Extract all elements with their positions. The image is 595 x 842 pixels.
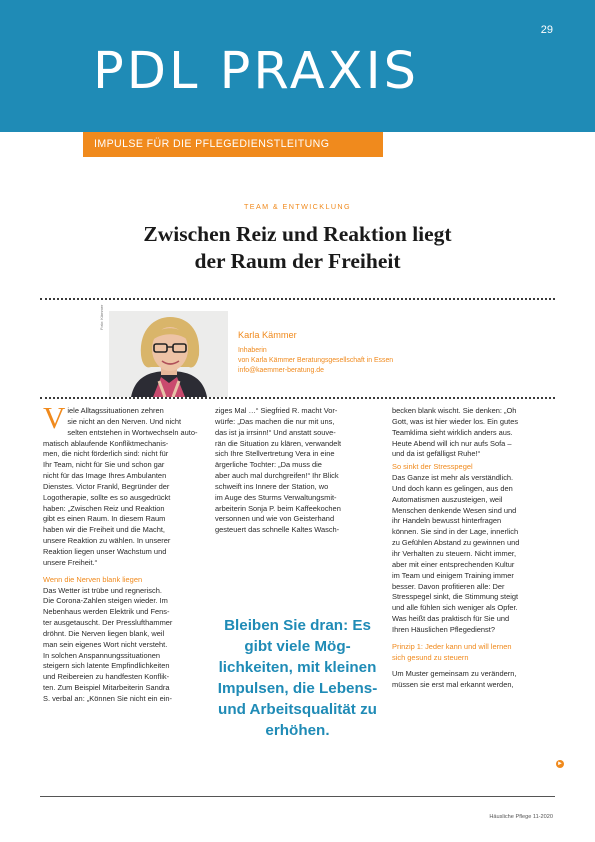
text-line: arbeiterin Sonja P. beim Kaffeekochen xyxy=(215,503,341,513)
text-line: iele Alltagssituationen zehren xyxy=(67,406,164,415)
text-line: und Reibereien zu handfesten Konflik- xyxy=(43,672,170,682)
text-line: ten. Zum Beispiel Mitarbeiterin Sandra xyxy=(43,683,170,693)
masthead-title: PDL PRAXIS xyxy=(93,42,420,101)
body-column-3 xyxy=(392,406,548,691)
photo-credit: Foto: Kämmer xyxy=(99,304,104,330)
drop-cap: V xyxy=(43,400,66,435)
body-column-1 xyxy=(43,400,199,705)
text-line: haben wir die Freiheit und die Macht, xyxy=(43,525,165,535)
author-email: info@kaemmer-beratung.de xyxy=(238,367,324,374)
text-line: und alle fühlen sich weniger als Opfer. xyxy=(392,603,518,613)
continue-arrow-icon: ► xyxy=(557,761,563,767)
footer-rule xyxy=(40,796,555,797)
text-line: aber mit einer entsprechenden Kultur xyxy=(392,559,515,569)
col1-intro xyxy=(43,400,199,569)
text-line: Menschen denkende Wesen sind und xyxy=(392,505,517,515)
text-line: im Team und einigem Training immer xyxy=(392,570,514,580)
text-line: Heute Abend will ich nur aufs Sofa – xyxy=(392,438,512,448)
text-line: rän die Situation zu klären, verwandelt xyxy=(215,438,342,448)
text-line: selten entstehen in Wortwechseln auto- xyxy=(67,427,198,437)
text-line: gibt es einen Raum. In diesem Raum xyxy=(43,514,166,524)
text-line: besser. Davon profitieren alle: Der xyxy=(392,581,505,591)
author-role: Inhaberin xyxy=(238,347,267,354)
text-line: Um Muster gemeinsam zu verändern, xyxy=(392,669,517,679)
col3-text xyxy=(392,473,548,636)
text-line: sich Ihre Stellvertretung Vera in eine xyxy=(215,449,335,459)
article-headline xyxy=(60,221,535,275)
author-info xyxy=(238,346,393,376)
text-line: Das Ganze ist mehr als verständlich. xyxy=(392,473,514,483)
author-name: Karla Kämmer xyxy=(238,330,297,340)
text-line: aber auch mal durchgreifen!“ Ihr Blick xyxy=(215,471,339,481)
col3-subhead-stresspegel: So sinkt der Stresspegel xyxy=(392,462,473,472)
text-line: In solchen Anspannungssituationen xyxy=(43,650,161,660)
text-line: S. verbal an: „Können Sie nicht ein ein- xyxy=(43,693,172,703)
text-line: Automatismen auszusteigen, weil xyxy=(392,494,503,504)
pull-quote: Bleiben Sie dran: Es gibt viele Mög-lichkeiten, mit kleinen Impulsen, die Lebens- und Arbeitsqualität zu erhöhen. xyxy=(217,617,378,739)
col2-text xyxy=(215,406,371,536)
text-line: Logotherapie, sollte es so ausgedrückt xyxy=(43,492,171,502)
text-line: im Auge des Sturms Verwaltungsmit- xyxy=(215,492,337,502)
text-line: Das Wetter ist trübe und regnerisch. xyxy=(43,585,162,595)
tagline: IMPULSE FÜR DIE PFLEGEDIENSTLEITUNG xyxy=(94,138,330,150)
text-line: Teamklima sieht wirklich anders aus. xyxy=(392,427,513,437)
text-line: zu Gefühlen Abstand zu gewinnen und xyxy=(392,538,520,548)
text-line: unsere Freiheit.“ xyxy=(43,557,98,567)
text-line: Stresspegel sinkt, die Stimmung steigt xyxy=(392,592,519,602)
col3-outro xyxy=(392,669,548,691)
text-line: ihr Verhalten zu steuern. Nicht immer, xyxy=(392,548,517,558)
text-line: schweift ins Innere der Station, wo xyxy=(215,481,329,491)
text-line: ter ausgetauscht. Der Presslufthammer xyxy=(43,618,173,628)
text-line: Die Corona-Zahlen steigen wieder. Im xyxy=(43,596,168,606)
text-line: das ist ja irrsinn!“ Und anstatt souve- xyxy=(215,427,336,437)
text-line: können. Sie sind in der Lage, innerlich xyxy=(392,527,519,537)
text-line: Nebenhaus werden Elektrik und Fens- xyxy=(43,607,170,617)
text-line: und da ist gefälligst Ruhe!“ xyxy=(392,449,481,459)
body-column-2 xyxy=(215,406,371,536)
author-portrait xyxy=(109,311,228,397)
headline-line-2: der Raum der Freiheit xyxy=(194,249,401,273)
text-line: matisch ablaufende Konfliktmechanis- xyxy=(43,438,169,448)
text-line: ihr Handeln bewusst hinterfragen xyxy=(392,516,502,526)
text-line: steigern sich latente Empfindlichkeiten xyxy=(43,661,170,671)
text-line: nicht für das Image Ihres Ambulanten xyxy=(43,471,167,481)
text-line: gesteuert das schnelle Kaltes Wasch- xyxy=(215,525,340,535)
text-line: unsere Reaktion zu wählen. In unserer xyxy=(43,536,171,546)
text-line: haben: „Zwischen Reiz und Reaktion xyxy=(43,503,165,513)
col1-subhead: Wenn die Nerven blank liegen xyxy=(43,574,143,584)
text-line: sie nicht an den Nerven. Und nicht xyxy=(67,416,182,426)
col3-subhead-prinzip-1: Prinzip 1: Jeder kann und will lernen xyxy=(392,641,512,651)
text-line: Und doch kann es gelingen, aus den xyxy=(392,483,513,493)
text-line: man sein eigenes Wort nicht versteht. xyxy=(43,639,168,649)
text-line: dröhnt. Die Nerven liegen blank, weil xyxy=(43,628,165,638)
text-line: Gott, was ist hier wieder los. Ein gutes xyxy=(392,416,519,426)
dotted-divider-bottom xyxy=(40,397,555,399)
text-line: versonnen und wie von Geisterhand xyxy=(215,514,335,524)
text-line: Dienstes. Victor Frankl, Begründer der xyxy=(43,481,170,491)
text-line: Reaktion liegen unser Wachstum und xyxy=(43,546,167,556)
section-kicker: TEAM & ENTWICKLUNG xyxy=(243,202,352,211)
footer-issue: Häusliche Pflege 11-2020 xyxy=(489,814,553,820)
col3-intro xyxy=(392,406,548,460)
text-line: Was heißt das praktisch für Sie und xyxy=(392,614,510,624)
text-line: ziges Mal …“ Siegfried R. macht Vor- xyxy=(215,406,338,415)
text-line: Ihr Team, nicht für Sie und schon gar xyxy=(43,460,165,470)
headline-line-1: Zwischen Reiz und Reaktion liegt xyxy=(143,222,452,246)
text-line: becken blank wischt. Sie denken: „Oh xyxy=(392,406,517,415)
text-line: ärgerliche Tochter: „Da muss die xyxy=(215,460,322,470)
text-line: würfe: „Das machen die nur mit uns, xyxy=(215,416,335,426)
author-company: von Karla Kämmer Beratungsgesellschaft in Essen xyxy=(238,357,394,364)
text-line: men, die nicht förderlich sind: nicht für xyxy=(43,449,169,459)
col3-subhead-prinzip-1-cont: sich gesund zu steuern xyxy=(392,652,469,662)
dotted-divider-top xyxy=(40,298,555,300)
page-number: 29 xyxy=(540,24,553,36)
col1-text xyxy=(43,586,199,705)
text-line: Ihren Häuslichen Pflegedienst? xyxy=(392,624,495,634)
text-line: müssen sie erst mal erkannt werden, xyxy=(392,680,514,690)
